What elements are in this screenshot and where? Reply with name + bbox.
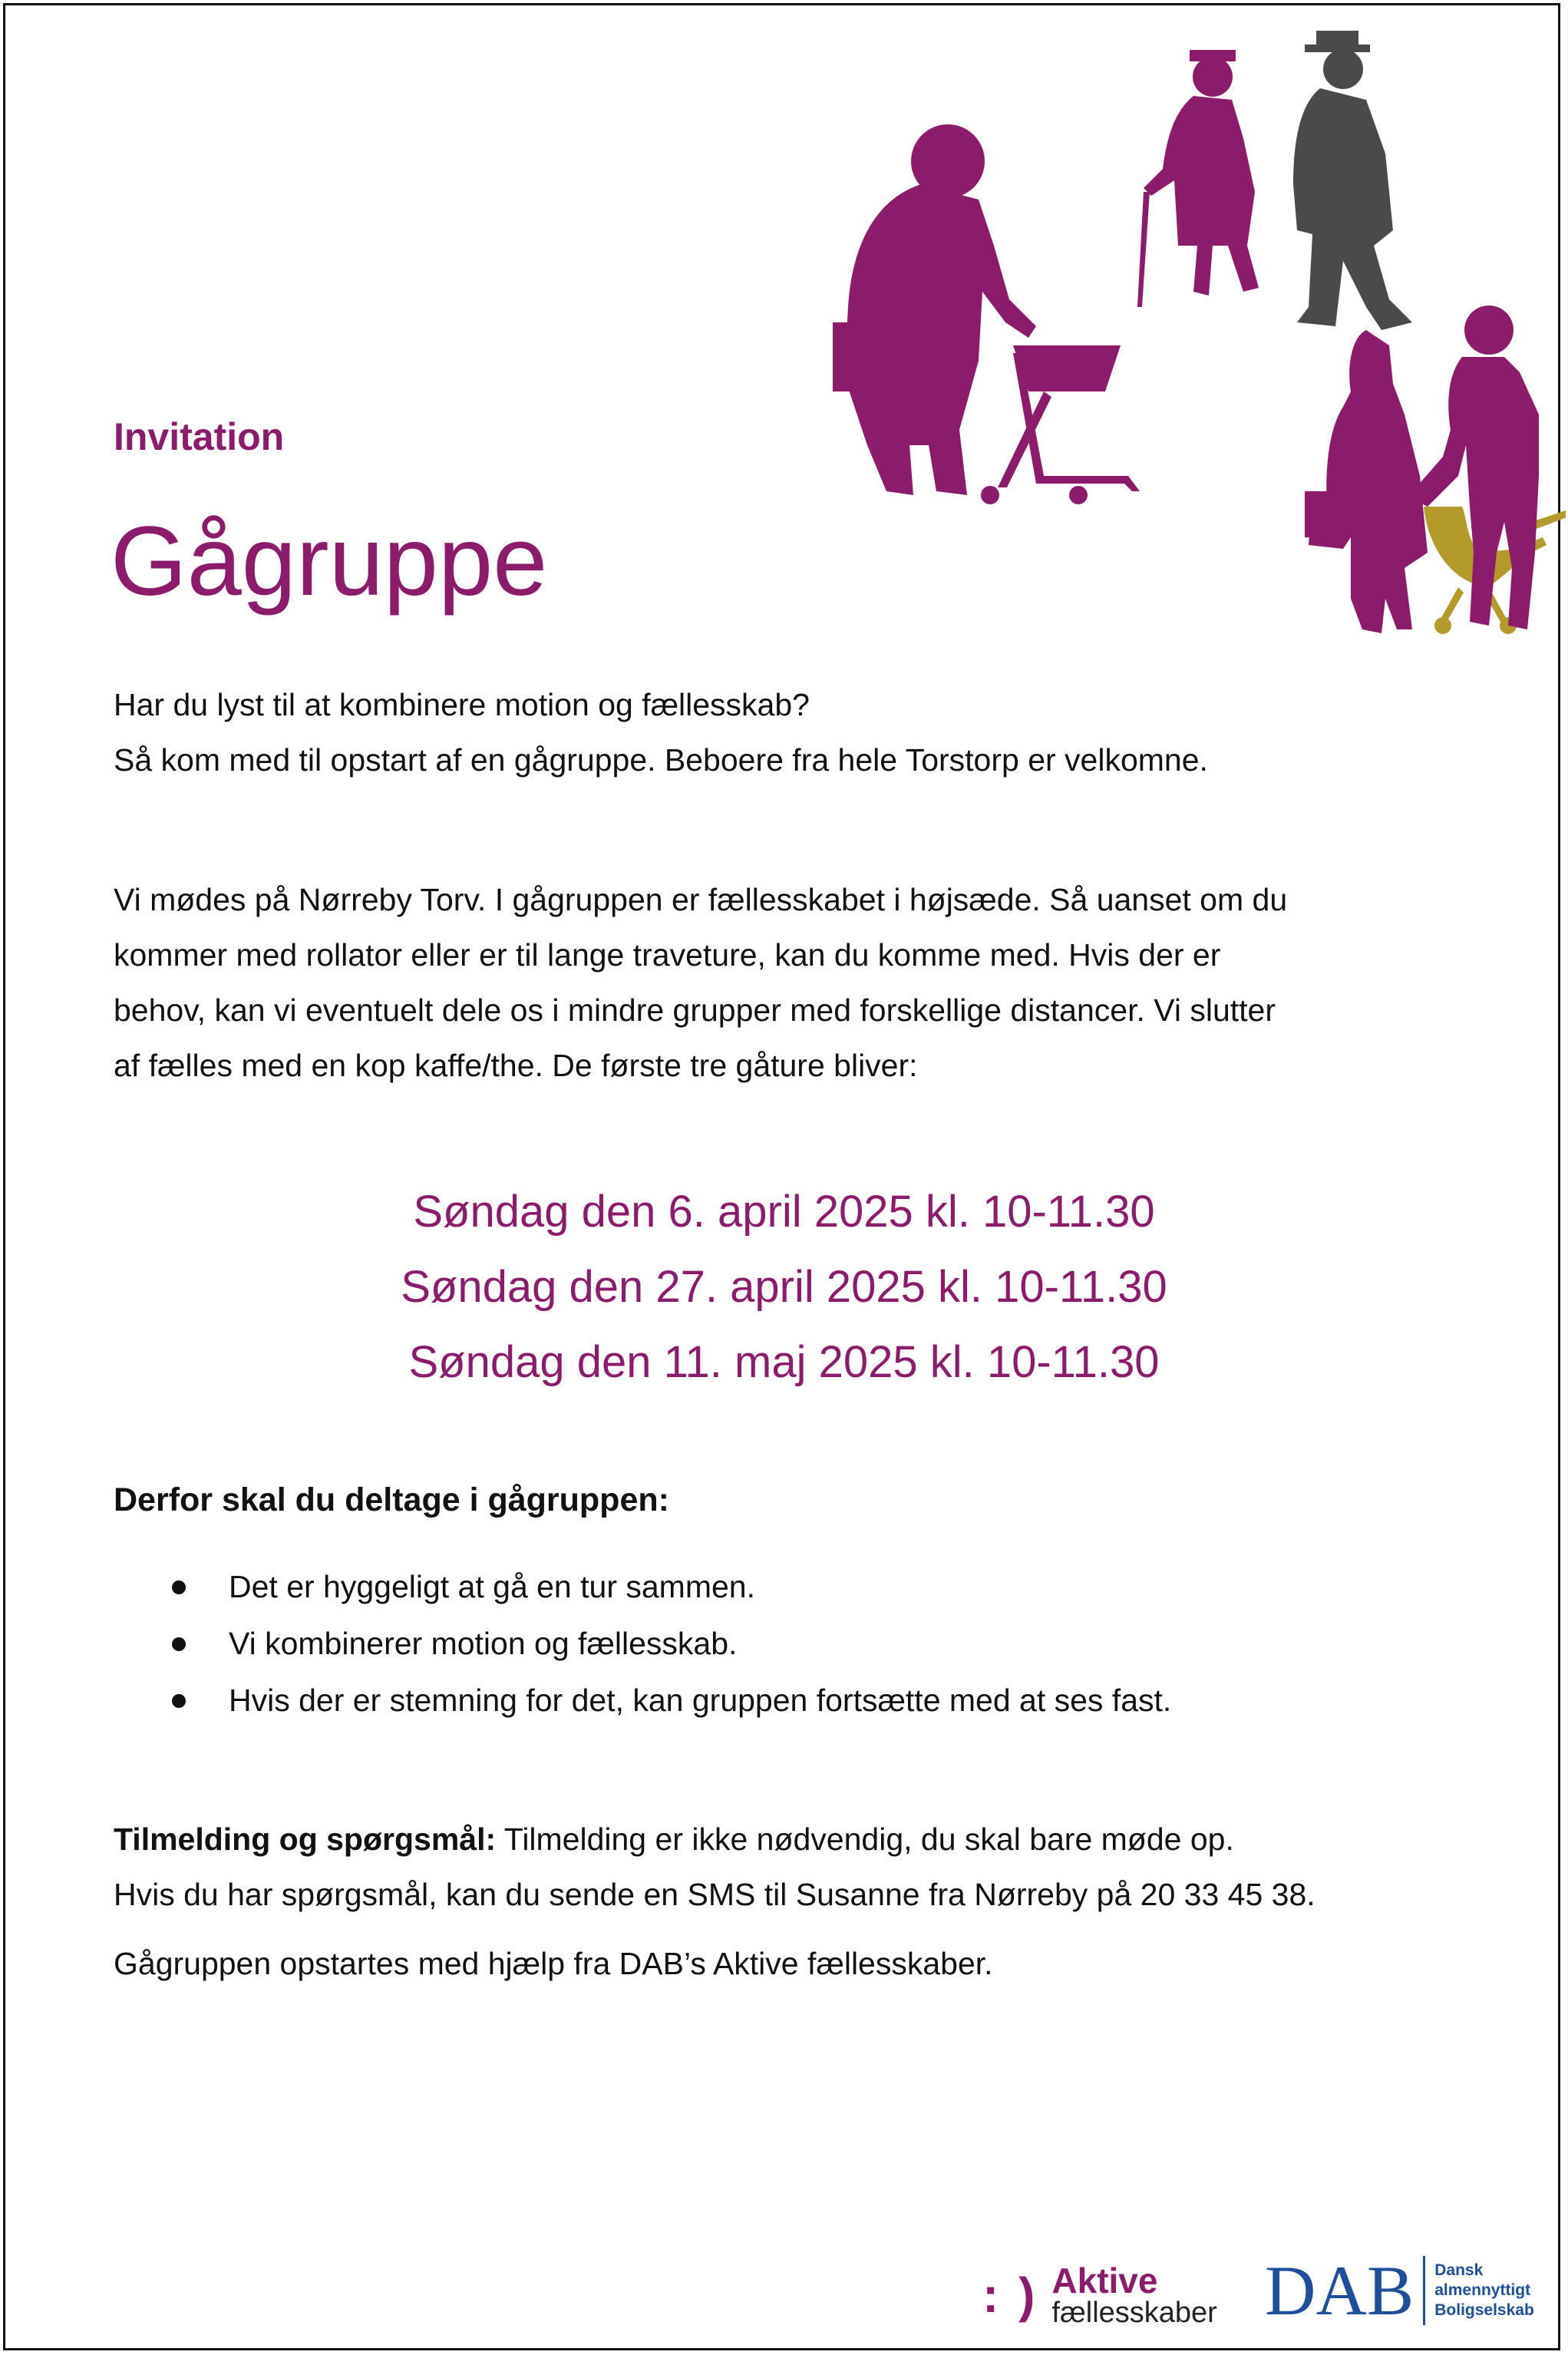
signup-text: Tilmelding er ikke nødvendig, du skal bare møde op. <box>496 1822 1234 1857</box>
aktive-word: Aktive <box>1051 2261 1158 2301</box>
dab-tagline <box>1434 2261 1534 2320</box>
aktive-faellesskaber-logo <box>982 2263 1217 2327</box>
page-title: Gågruppe <box>111 507 548 616</box>
list-item-text: Det er hyggeligt at gå en tur sammen. <box>229 1569 755 1604</box>
details-line: af fælles med en kop kaffe/the. De første tre gåture bliver: <box>114 1048 918 1083</box>
dab-mark: DAB <box>1265 2251 1415 2330</box>
dab-tagline-line: Boligselskab <box>1434 2301 1534 2319</box>
reasons-list <box>114 1558 1171 1729</box>
list-item <box>114 1615 1171 1672</box>
woman-with-cane-icon <box>1137 50 1259 307</box>
signup-section <box>114 1812 1315 1922</box>
footer-note: Gågruppen opstartes med hjælp fra DAB’s Aktive fællesskaber. <box>114 1946 993 1981</box>
signup-line-1 <box>114 1812 1315 1867</box>
details-paragraph <box>114 872 1287 1093</box>
signup-line-2: Hvis du har spørgsmål, kan du sende en SMS til Susanne fra Nørreby på 20 33 45 38. <box>114 1877 1315 1912</box>
walk-dates <box>0 1174 1568 1400</box>
man-with-dog-icon <box>1412 306 1539 629</box>
dab-tagline-line: Dansk <box>1434 2261 1484 2279</box>
bullet-icon <box>172 1580 186 1594</box>
bullet-icon <box>172 1694 186 1708</box>
intro-line-1: Har du lyst til at kombinere motion og fællesskab? <box>114 687 810 722</box>
details-line: kommer med rollator eller er til lange traveture, kan du komme med. Hvis der er <box>114 937 1221 973</box>
list-item <box>114 1558 1171 1615</box>
walk-date: Søndag den 11. maj 2025 kl. 10-11.30 <box>408 1337 1160 1387</box>
signup-label: Tilmelding og spørgsmål: <box>114 1822 497 1857</box>
dab-divider <box>1423 2256 1425 2325</box>
walk-date: Søndag den 27. april 2025 kl. 10-11.30 <box>401 1262 1167 1312</box>
aktive-wordmark <box>1051 2263 1216 2327</box>
man-with-hat-icon <box>1293 31 1412 330</box>
dab-tagline-line: almennyttigt <box>1434 2281 1531 2299</box>
walking-people-illustration <box>814 15 1566 645</box>
bullet-icon <box>172 1637 186 1651</box>
list-item-text: Vi kombinerer motion og fællesskab. <box>229 1626 738 1661</box>
details-line: Vi mødes på Nørreby Torv. I gågruppen er fællesskabet i højsæde. Så uanset om du <box>114 882 1288 917</box>
list-item <box>114 1672 1171 1729</box>
invitation-kicker: Invitation <box>114 415 285 458</box>
walker-with-rollator-icon <box>833 124 1140 504</box>
intro-paragraph <box>114 677 1208 788</box>
aktive-smiley: : ) <box>982 2267 1038 2323</box>
reasons-heading: Derfor skal du deltage i gågruppen: <box>114 1481 669 1518</box>
details-line: behov, kan vi eventuelt dele os i mindre grupper med forskellige distancer. Vi slutter <box>114 993 1276 1028</box>
intro-line-2: Så kom med til opstart af en gågruppe. Beboere fra hele Torstorp er velkomne. <box>114 742 1208 778</box>
dab-logo <box>1265 2251 1534 2330</box>
faellesskaber-word: fællesskaber <box>1051 2297 1217 2329</box>
list-item-text: Hvis der er stemning for det, kan gruppen fortsætte med at ses fast. <box>229 1683 1172 1718</box>
walk-date: Søndag den 6. april 2025 kl. 10-11.30 <box>413 1187 1155 1237</box>
woman-with-bag-icon <box>1305 330 1428 633</box>
